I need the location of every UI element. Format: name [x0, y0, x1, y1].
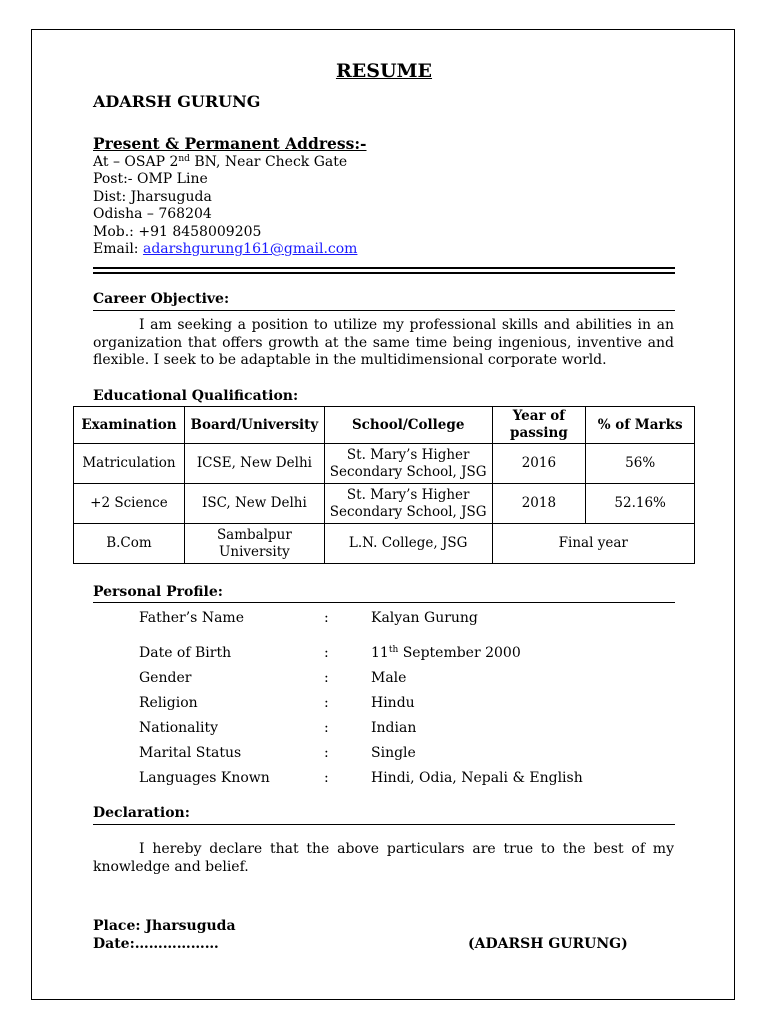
education-table: [73, 406, 695, 564]
divider-top: [93, 267, 675, 269]
resume-title: RESUME: [335, 60, 433, 82]
cell-school: St. Mary’s Higher Secondary School, JSG: [324, 484, 492, 524]
profile-separator: :: [324, 645, 329, 661]
address-post: Post:- OMP Line: [93, 171, 208, 187]
address-heading: Present & Permanent Address:-: [93, 134, 367, 153]
career-heading: Career Objective:: [93, 291, 230, 307]
profile-label: Nationality: [139, 720, 218, 736]
profile-row-languages: [139, 770, 679, 788]
profile-label: Marital Status: [139, 745, 242, 761]
profile-row-nationality: [139, 720, 679, 738]
divider-bottom: [93, 272, 675, 274]
cell-year: 2018: [492, 484, 586, 524]
table-row: [74, 484, 695, 524]
address-mobile: Mob.: +91 8458009205: [93, 224, 262, 240]
profile-value: Indian: [371, 720, 417, 736]
cell-exam: B.Com: [74, 524, 185, 564]
cell-marks: 56%: [586, 444, 695, 484]
declaration-heading: Declaration:: [93, 805, 190, 821]
profile-row-gender: [139, 670, 679, 688]
career-underline: [93, 310, 675, 311]
profile-value: Hindu: [371, 695, 415, 711]
profile-separator: :: [324, 610, 329, 626]
cell-exam: +2 Science: [74, 484, 185, 524]
profile-row-dob: [139, 645, 679, 663]
profile-value: 11th September 2000: [371, 645, 521, 661]
header-examination: Examination: [74, 407, 185, 444]
header-marks: % of Marks: [586, 407, 695, 444]
profile-row-marital: [139, 745, 679, 763]
cell-marks: 52.16%: [586, 484, 695, 524]
address-line-1: At – OSAP 2nd BN, Near Check Gate: [93, 154, 348, 170]
profile-value: Kalyan Gurung: [371, 610, 478, 626]
profile-underline: [93, 602, 675, 603]
career-text: I am seeking a position to utilize my professional skills and abilities in an organization that offers growth at the same time being ingenious, inventive and flexible. I seek to be adaptable in the multidimensional corporate world.: [93, 317, 674, 368]
address-dist: Dist: Jharsuguda: [93, 189, 212, 205]
profile-separator: :: [324, 770, 329, 786]
profile-separator: :: [324, 720, 329, 736]
cell-school: L.N. College, JSG: [324, 524, 492, 564]
header-board: Board/University: [184, 407, 324, 444]
cell-exam: Matriculation: [74, 444, 185, 484]
profile-heading: Personal Profile:: [93, 584, 223, 600]
profile-row-religion: [139, 695, 679, 713]
profile-row-father: [139, 610, 679, 628]
address-state: Odisha – 768204: [93, 206, 212, 222]
address-email-line: Email: adarshgurung161@gmail.com: [93, 241, 358, 257]
header-year: Year of passing: [492, 407, 586, 444]
profile-label: Religion: [139, 695, 198, 711]
table-row: [74, 444, 695, 484]
profile-separator: :: [324, 745, 329, 761]
profile-label: Date of Birth: [139, 645, 232, 661]
profile-value: Male: [371, 670, 407, 686]
signature-name: (ADARSH GURUNG): [468, 936, 628, 952]
profile-value: Hindi, Odia, Nepali & English: [371, 770, 583, 786]
declaration-text: I hereby declare that the above particulars are true to the best of my knowledge and belief.: [93, 841, 674, 875]
footer-date: Date:………………: [93, 936, 219, 952]
email-link[interactable]: adarshgurung161@gmail.com: [142, 241, 358, 257]
profile-separator: :: [324, 670, 329, 686]
profile-label: Father’s Name: [139, 610, 244, 626]
declaration-underline: [93, 824, 675, 825]
profile-separator: :: [324, 695, 329, 711]
footer-place: Place: Jharsuguda: [93, 918, 236, 934]
cell-year: 2016: [492, 444, 586, 484]
header-school: School/College: [324, 407, 492, 444]
cell-board: ICSE, New Delhi: [184, 444, 324, 484]
cell-status: Final year: [492, 524, 694, 564]
table-row: [74, 524, 695, 564]
education-heading: Educational Qualification:: [93, 388, 299, 404]
cell-school: St. Mary’s Higher Secondary School, JSG: [324, 444, 492, 484]
cell-board: Sambalpur University: [184, 524, 324, 564]
profile-label: Languages Known: [139, 770, 270, 786]
cell-board: ISC, New Delhi: [184, 484, 324, 524]
profile-label: Gender: [139, 670, 192, 686]
candidate-name: ADARSH GURUNG: [93, 92, 261, 111]
table-header-row: [74, 407, 695, 444]
profile-value: Single: [371, 745, 416, 761]
